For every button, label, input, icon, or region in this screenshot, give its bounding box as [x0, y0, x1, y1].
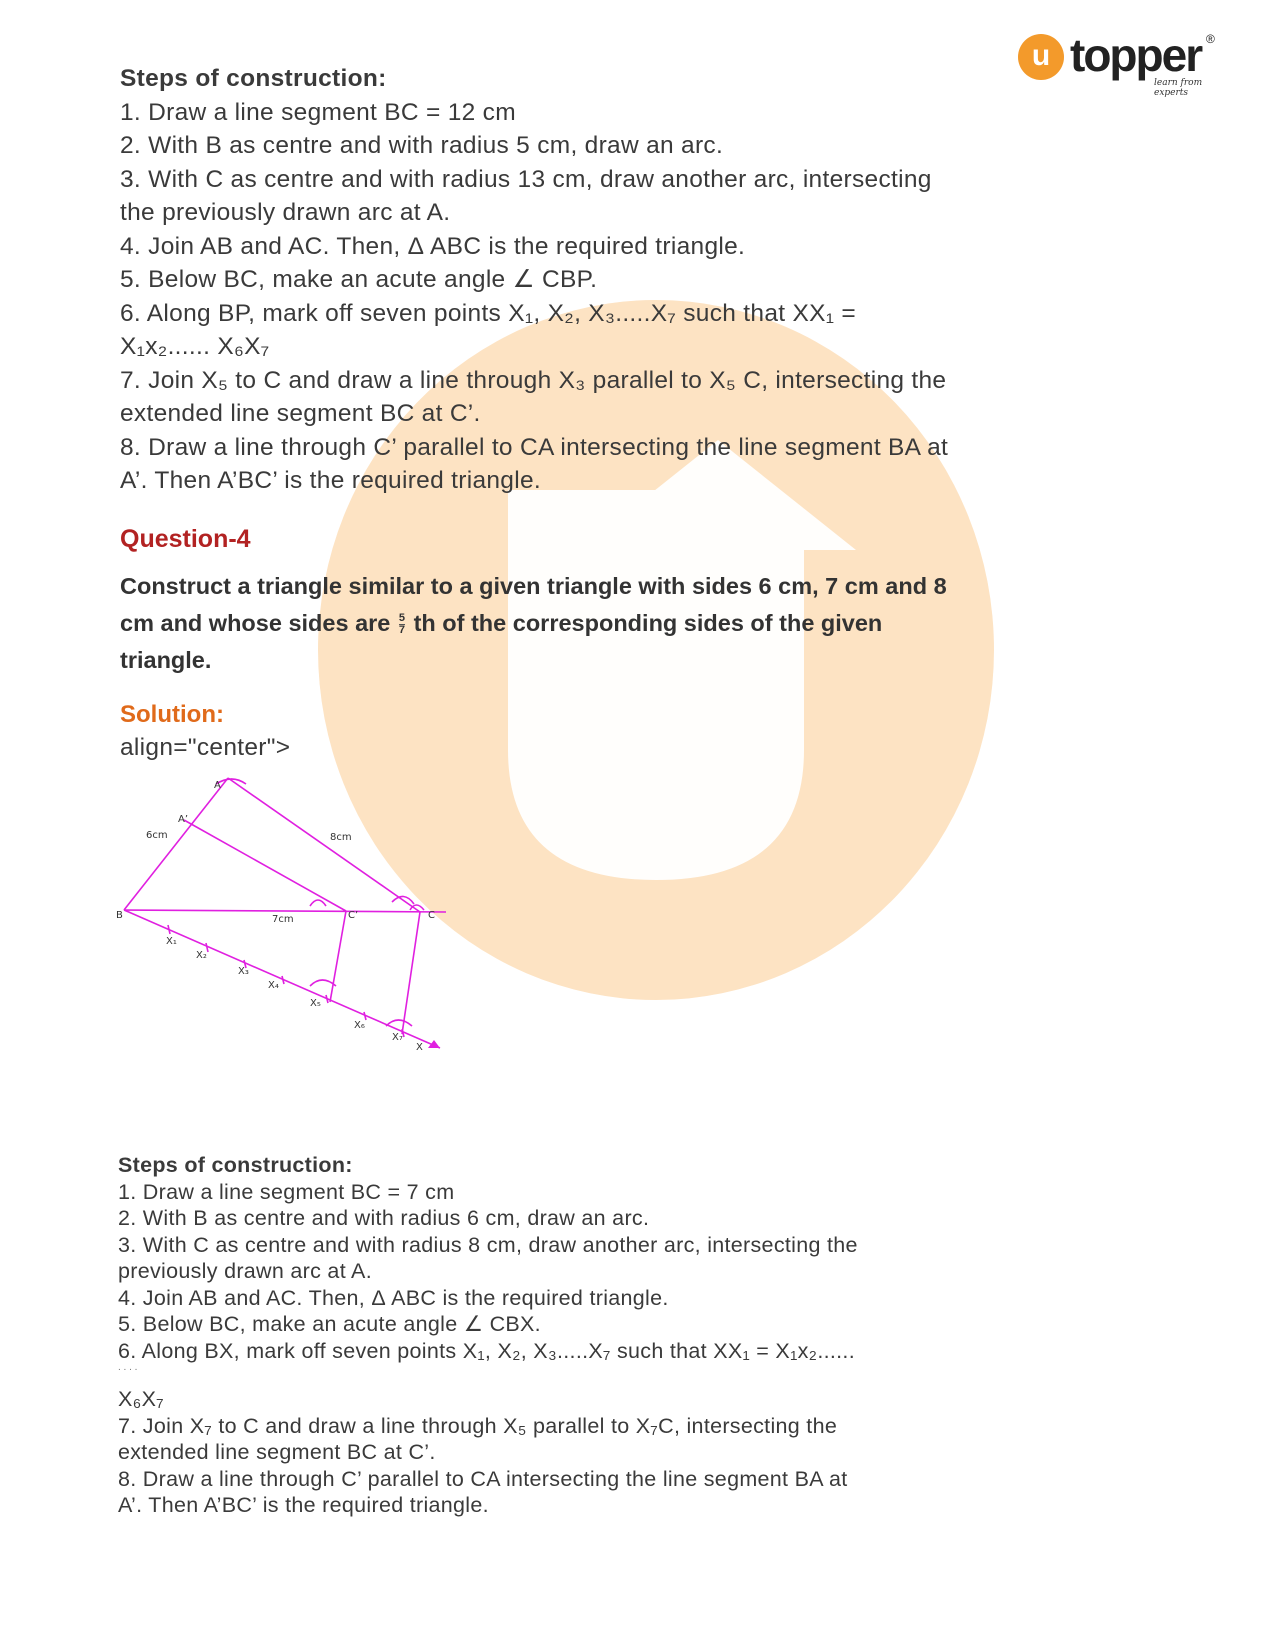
- step-line: X₆X₇: [118, 1387, 164, 1411]
- second-steps: [118, 1152, 1178, 1519]
- line-ba: [124, 778, 228, 910]
- main-content: [120, 62, 1180, 764]
- line-ac: [228, 778, 420, 912]
- step-line: 4. Join AB and AC. Then, Δ ABC is the required triangle.: [118, 1285, 669, 1310]
- step-line: 8. Draw a line through C’ parallel to CA intersecting the line segment BA at: [120, 433, 949, 461]
- line-c-x7: [402, 912, 420, 1034]
- question-line-2: [120, 605, 1180, 642]
- step-line: X₁x₂...... X₆X₇: [120, 333, 270, 360]
- stray-markup-text: align="center">: [120, 733, 291, 761]
- step-line: 4. Join AB and AC. Then, Δ ABC is the required triangle.: [120, 232, 746, 260]
- line-c-prime-x5: [330, 911, 346, 1002]
- step-line: 1. Draw a line segment BC = 12 cm: [120, 98, 516, 126]
- label-x7: X₇: [392, 1032, 403, 1043]
- label-side-7cm: 7cm: [272, 914, 294, 925]
- line-bc: [124, 910, 446, 912]
- label-a-prime: A’: [178, 814, 189, 825]
- label-side-8cm: 8cm: [330, 832, 352, 843]
- step-line: 3. With C as centre and with radius 8 cm, draw another arc, intersecting the: [118, 1232, 858, 1257]
- step-line: 5. Below BC, make an acute angle ∠ CBP.: [120, 266, 598, 293]
- registered-mark: ®: [1206, 32, 1215, 46]
- topper-logo[interactable]: [1018, 29, 1218, 98]
- step-line: 6. Along BP, mark off seven points X₁, X₂, X₃.....X₇ such that XX₁ =: [120, 299, 857, 327]
- fraction-denominator: 7: [398, 623, 406, 636]
- step-line: 3. With C as centre and with radius 13 cm, draw another arc, intersecting: [120, 165, 932, 193]
- step-line: previously drawn arc at A.: [118, 1259, 372, 1283]
- label-c-prime: C’: [348, 910, 359, 921]
- fraction-numerator: 5: [398, 611, 406, 624]
- tick-x5: [326, 995, 328, 1003]
- line-a-prime-c-prime: [184, 820, 346, 911]
- tick-x6: [364, 1012, 366, 1020]
- label-x6: X₆: [354, 1020, 365, 1031]
- construction-figure: [110, 780, 470, 1100]
- question-line-2-start: cm and whose sides are: [120, 609, 391, 636]
- fraction: [399, 613, 405, 636]
- label-x3: X₃: [238, 966, 249, 977]
- question-line-2-end: th of the corresponding sides of the given: [413, 609, 883, 636]
- arc-x5: [310, 980, 336, 986]
- label-x: X: [416, 1042, 423, 1053]
- step-line: 7. Join X₇ to C and draw a line through X₅ parallel to X₇C, intersecting the: [118, 1413, 838, 1438]
- logo-wordmark: topper: [1070, 29, 1202, 81]
- step-line: 6. Along BX, mark off seven points X₁, X₂, X₃.....X₇ such that XX₁ = X₁x₂......: [118, 1338, 855, 1363]
- label-b: B: [116, 910, 123, 921]
- step-line: A’. Then A’BC’ is the required triangle.: [118, 1493, 489, 1517]
- step-line: 2. With B as centre and with radius 6 cm, draw an arc.: [118, 1206, 650, 1230]
- label-side-6cm: 6cm: [146, 830, 168, 841]
- arc-c-prime: [310, 900, 326, 906]
- steps-heading: Steps of construction:: [120, 65, 387, 92]
- step-line: 1. Draw a line segment BC = 7 cm: [118, 1179, 455, 1204]
- step-line: extended line segment BC at C’.: [118, 1440, 436, 1464]
- question-line-3: triangle.: [120, 646, 212, 673]
- solution-label: Solution:: [120, 700, 224, 728]
- steps-heading: Steps of construction:: [118, 1153, 353, 1177]
- step-line: 5. Below BC, make an acute angle ∠ CBX.: [118, 1312, 541, 1336]
- step-line: extended line segment BC at C’.: [120, 400, 481, 427]
- tick-x4: [282, 976, 284, 984]
- label-a: A: [214, 780, 221, 791]
- label-x5: X₅: [310, 998, 321, 1009]
- question-title: Question-4: [120, 524, 251, 553]
- label-c: C: [428, 910, 435, 921]
- label-x1: X₁: [166, 936, 177, 947]
- question-text: [120, 568, 1180, 679]
- step-line: 2. With B as centre and with radius 5 cm, draw an arc.: [120, 132, 724, 159]
- step-line: the previously drawn arc at A.: [120, 199, 451, 226]
- tick-x1: [168, 925, 170, 934]
- logo-badge-icon: u: [1018, 34, 1064, 80]
- step-line: 7. Join X₅ to C and draw a line through X₃ parallel to X₅ C, intersecting the: [120, 366, 947, 394]
- label-x2: X₂: [196, 950, 207, 961]
- overflow-dots: . . . .: [118, 1362, 138, 1373]
- question-line-1: Construct a triangle similar to a given triangle with sides 6 cm, 7 cm and 8: [120, 572, 947, 599]
- step-line: A’. Then A’BC’ is the required triangle.: [120, 467, 541, 494]
- logo-tagline: learn from experts: [1154, 78, 1203, 98]
- arc-x7: [386, 1020, 412, 1026]
- label-x4: X₄: [268, 980, 279, 991]
- step-line: 8. Draw a line through C’ parallel to CA intersecting the line segment BA at: [118, 1466, 848, 1491]
